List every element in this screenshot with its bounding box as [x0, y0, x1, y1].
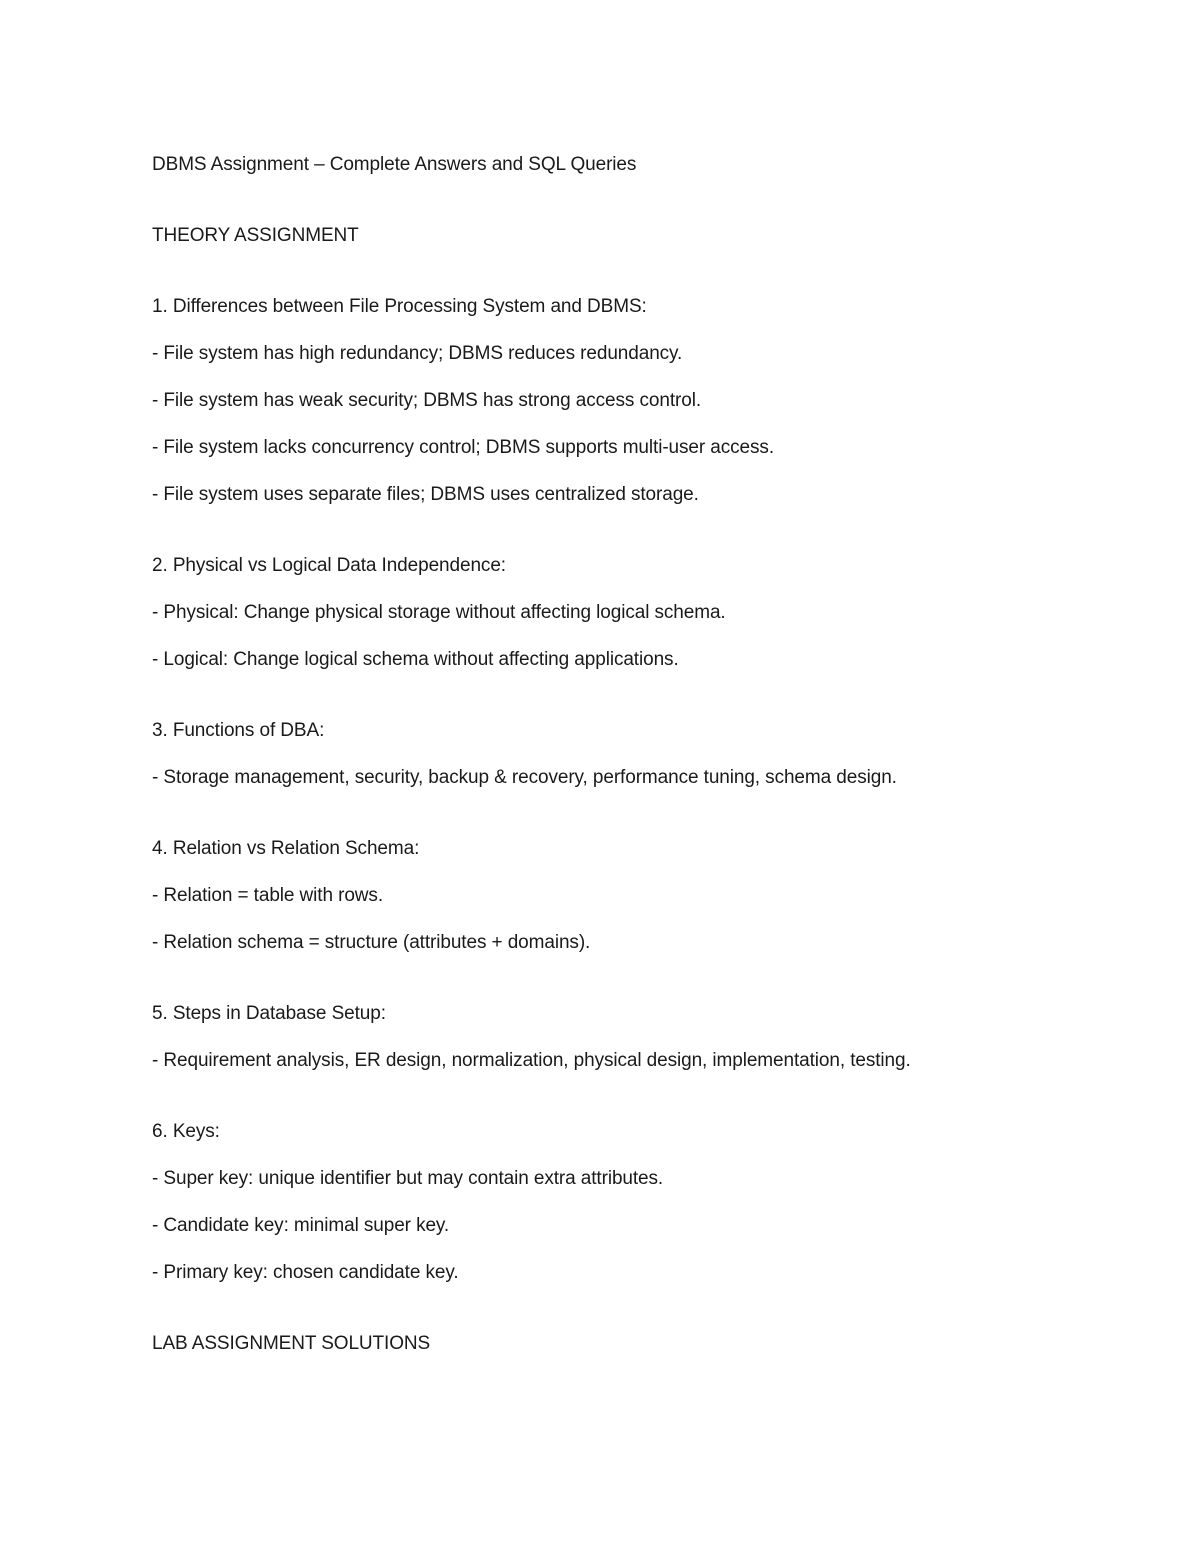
- question-block-6: [152, 1117, 1112, 1288]
- question-heading: 6. Keys:: [152, 1121, 220, 1142]
- answer-bullet: - Physical: Change physical storage without affecting logical schema.: [152, 602, 726, 623]
- answer-bullet: - Relation schema = structure (attributes + domains).: [152, 932, 591, 953]
- question-heading: 5. Steps in Database Setup:: [152, 1003, 386, 1024]
- document-content: [152, 150, 1112, 1400]
- answer-bullet: - Storage management, security, backup & recovery, performance tuning, schema design.: [152, 767, 897, 788]
- lab-assignment-heading: LAB ASSIGNMENT SOLUTIONS: [152, 1333, 431, 1354]
- question-block-1: [152, 292, 1112, 510]
- question-heading: 2. Physical vs Logical Data Independence:: [152, 555, 506, 576]
- answer-bullet: - File system uses separate files; DBMS uses centralized storage.: [152, 484, 699, 505]
- question-block-2: [152, 551, 1112, 675]
- answer-bullet: - Primary key: chosen candidate key.: [152, 1262, 459, 1283]
- question-block-4: [152, 834, 1112, 958]
- question-heading: 3. Functions of DBA:: [152, 720, 325, 741]
- answer-bullet: - Candidate key: minimal super key.: [152, 1215, 450, 1236]
- answer-bullet: - Super key: unique identifier but may contain extra attributes.: [152, 1168, 664, 1189]
- question-heading: 1. Differences between File Processing System and DBMS:: [152, 296, 647, 317]
- question-block-5: [152, 999, 1112, 1076]
- theory-assignment-heading: THEORY ASSIGNMENT: [152, 225, 359, 246]
- answer-bullet: - Relation = table with rows.: [152, 885, 384, 906]
- answer-bullet: - File system lacks concurrency control; DBMS supports multi-user access.: [152, 437, 774, 458]
- question-heading: 4. Relation vs Relation Schema:: [152, 838, 420, 859]
- answer-bullet: - Requirement analysis, ER design, normalization, physical design, implementation, testing.: [152, 1050, 911, 1071]
- answer-bullet: - File system has high redundancy; DBMS reduces redundancy.: [152, 343, 683, 364]
- question-block-3: [152, 716, 1112, 793]
- answer-bullet: - Logical: Change logical schema without affecting applications.: [152, 649, 679, 670]
- answer-bullet: - File system has weak security; DBMS has strong access control.: [152, 390, 702, 411]
- document-title: DBMS Assignment – Complete Answers and SQL Queries: [152, 154, 637, 175]
